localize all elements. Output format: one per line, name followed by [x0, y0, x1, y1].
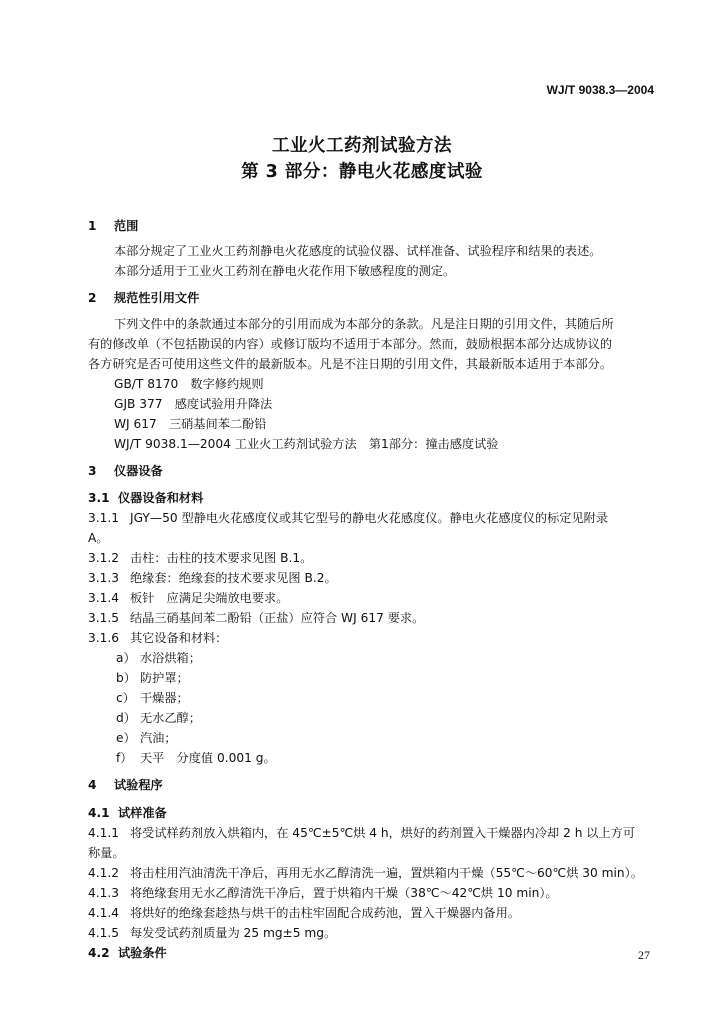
clause-text: 将烘好的绝缘套趁热与烘干的击柱牢固配合成药池，置入干燥器内备用。 — [130, 906, 520, 920]
section-title: 试验程序 — [114, 778, 163, 792]
list-item — [116, 730, 177, 746]
reference-item: WJ/T 9038.1—2004 工业火工药剂试验方法 第1部分：撞击感度试验 — [114, 437, 499, 451]
subsection-heading — [88, 805, 167, 821]
list-text: 汽油； — [140, 731, 177, 745]
list-text: 防护罩； — [140, 671, 189, 685]
page-title-line-2: 第 3 部分：静电火花感度试验 — [241, 162, 483, 182]
clause-text: JGY—50 型静电火花感度仪或其它型号的静电火花感度仪。静电火花感度仪的标定见附录 — [130, 511, 609, 525]
document-code: WJ/T 9038.3—2004 — [546, 83, 654, 97]
list-item — [116, 670, 189, 686]
list-text: 无水乙醇； — [140, 711, 201, 725]
clause-text: 将击柱用汽油清洗干净后，再用无水乙醇清洗一遍，置烘箱内干燥（55℃～60℃烘 30 min）。 — [130, 866, 643, 880]
clause-text: 板针 应满足尖端放电要求。 — [130, 591, 289, 605]
clause-continuation: 称量。 — [88, 846, 125, 860]
section-number: 1 — [88, 219, 97, 233]
list-marker: e） — [116, 731, 136, 745]
clause — [88, 825, 635, 841]
page-title-line-1: 工业火工药剂试验方法 — [272, 136, 452, 156]
list-item — [116, 750, 276, 766]
subsection-number: 4.2 — [88, 946, 110, 960]
reference-item: WJ 617 三硝基间苯二酚铅 — [114, 417, 267, 431]
section-number: 2 — [88, 291, 97, 305]
clause-number: 4.1.4 — [88, 906, 120, 920]
clause-continuation: A。 — [88, 531, 109, 545]
clause-text: 其它设备和材料： — [130, 631, 228, 645]
clause-number: 3.1.4 — [88, 591, 120, 605]
clause-number: 3.1.1 — [88, 511, 120, 525]
clause — [88, 570, 337, 586]
clause-number: 4.1.5 — [88, 926, 120, 940]
subsection-title: 试验条件 — [118, 946, 167, 960]
list-text: 干燥器； — [140, 691, 189, 705]
clause — [88, 905, 520, 921]
subsection-heading — [88, 490, 203, 506]
section-number: 4 — [88, 778, 97, 792]
clause-number: 3.1.6 — [88, 631, 120, 645]
paragraph: 各方研究是否可使用这些文件的最新版本。凡是不注日期的引用文件，其最新版本适用于本部分。 — [88, 357, 613, 371]
section-title: 范围 — [114, 219, 139, 233]
paragraph: 有的修改单（不包括勘误的内容）或修订版均不适用于本部分。然而，鼓励根据本部分达成协议的 — [88, 337, 613, 351]
list-marker: d） — [116, 711, 136, 725]
clause-text: 将受试样药剂放入烘箱内，在 45℃±5℃烘 4 h，烘好的药剂置入干燥器内冷却 2 h 以上方可 — [130, 826, 636, 840]
clause-number: 4.1.1 — [88, 826, 120, 840]
clause-text: 击柱：击柱的技术要求见图 B.1。 — [130, 551, 313, 565]
subsection-heading — [88, 945, 167, 961]
subsection-number: 4.1 — [88, 806, 110, 820]
section-1-heading — [88, 218, 138, 234]
section-4-heading — [88, 777, 163, 793]
page-number: 27 — [638, 948, 650, 962]
reference-item: GB/T 8170 数字修约规则 — [114, 377, 264, 391]
clause-text: 将绝缘套用无水乙醇清洗干净后，置于烘箱内干燥（38℃～42℃烘 10 min）。 — [130, 886, 558, 900]
list-marker: c） — [116, 691, 135, 705]
clause — [88, 885, 558, 901]
list-marker: a） — [116, 651, 136, 665]
list-text: 天平 分度值 0.001 g。 — [140, 751, 276, 765]
paragraph: 本部分适用于工业火工药剂在静电火花作用下敏感程度的测定。 — [114, 264, 456, 278]
list-marker: f） — [116, 751, 133, 765]
clause — [88, 510, 608, 526]
list-item — [116, 710, 201, 726]
clause — [88, 550, 312, 566]
list-marker: b） — [116, 671, 136, 685]
clause — [88, 630, 228, 646]
clause-number: 4.1.3 — [88, 886, 120, 900]
paragraph: 本部分规定了工业火工药剂静电火花感度的试验仪器、试样准备、试验程序和结果的表述。 — [114, 244, 602, 258]
clause — [88, 590, 288, 606]
section-title: 规范性引用文件 — [114, 291, 200, 305]
subsection-number: 3.1 — [88, 491, 110, 505]
clause-number: 3.1.5 — [88, 611, 120, 625]
list-item — [116, 650, 201, 666]
clause — [88, 865, 643, 881]
clause-number: 3.1.2 — [88, 551, 120, 565]
clause-number: 4.1.2 — [88, 866, 120, 880]
clause-number: 3.1.3 — [88, 571, 120, 585]
section-title: 仪器设备 — [114, 464, 163, 478]
section-number: 3 — [88, 464, 97, 478]
paragraph: 下列文件中的条款通过本部分的引用而成为本部分的条款。凡是注日期的引用文件，其随后所 — [114, 317, 614, 331]
clause — [88, 610, 424, 626]
reference-item: GJB 377 感度试验用升降法 — [114, 397, 273, 411]
subsection-title: 仪器设备和材料 — [118, 491, 204, 505]
clause-text: 绝缘套：绝缘套的技术要求见图 B.2。 — [130, 571, 337, 585]
clause-text: 每发受试药剂质量为 25 mg±5 mg。 — [130, 926, 337, 940]
section-3-heading — [88, 463, 163, 479]
section-2-heading — [88, 290, 199, 306]
list-text: 水浴烘箱； — [140, 651, 201, 665]
clause-text: 结晶三硝基间苯二酚铅（正盐）应符合 WJ 617 要求。 — [130, 611, 425, 625]
list-item — [116, 690, 189, 706]
clause — [88, 925, 336, 941]
subsection-title: 试样准备 — [118, 806, 167, 820]
